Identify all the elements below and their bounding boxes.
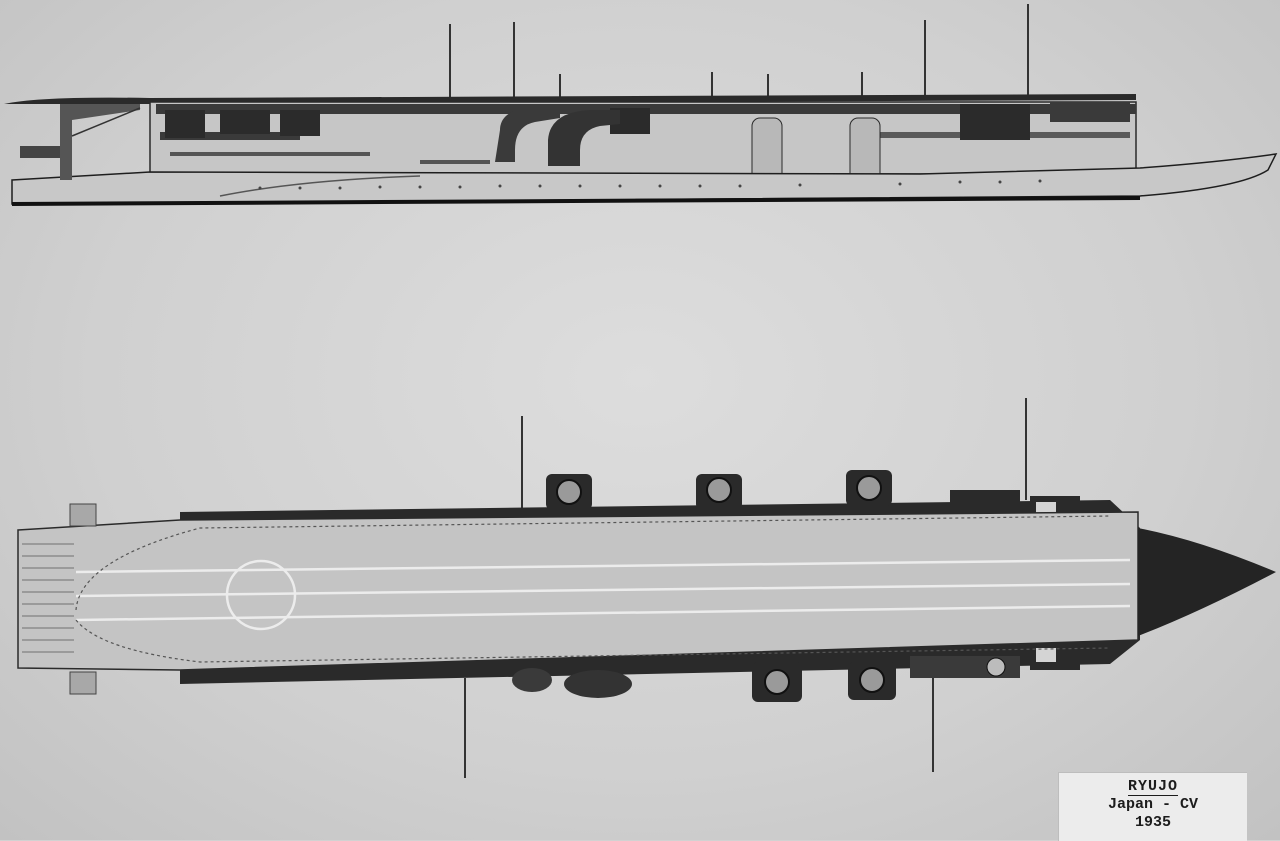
ship-name-label: RYUJO: [1127, 778, 1178, 795]
year-label: 1935: [1134, 814, 1171, 831]
plan-bow: [1138, 528, 1276, 636]
country-class-label: Japan - CV: [1107, 796, 1198, 813]
plan-view: [18, 398, 1276, 778]
plan-funnel-1: [512, 668, 552, 692]
profile-view: [4, 4, 1276, 204]
plan-funnel-2: [564, 670, 632, 698]
profile-stern-crane: [60, 104, 140, 180]
label-card: [1058, 772, 1247, 841]
